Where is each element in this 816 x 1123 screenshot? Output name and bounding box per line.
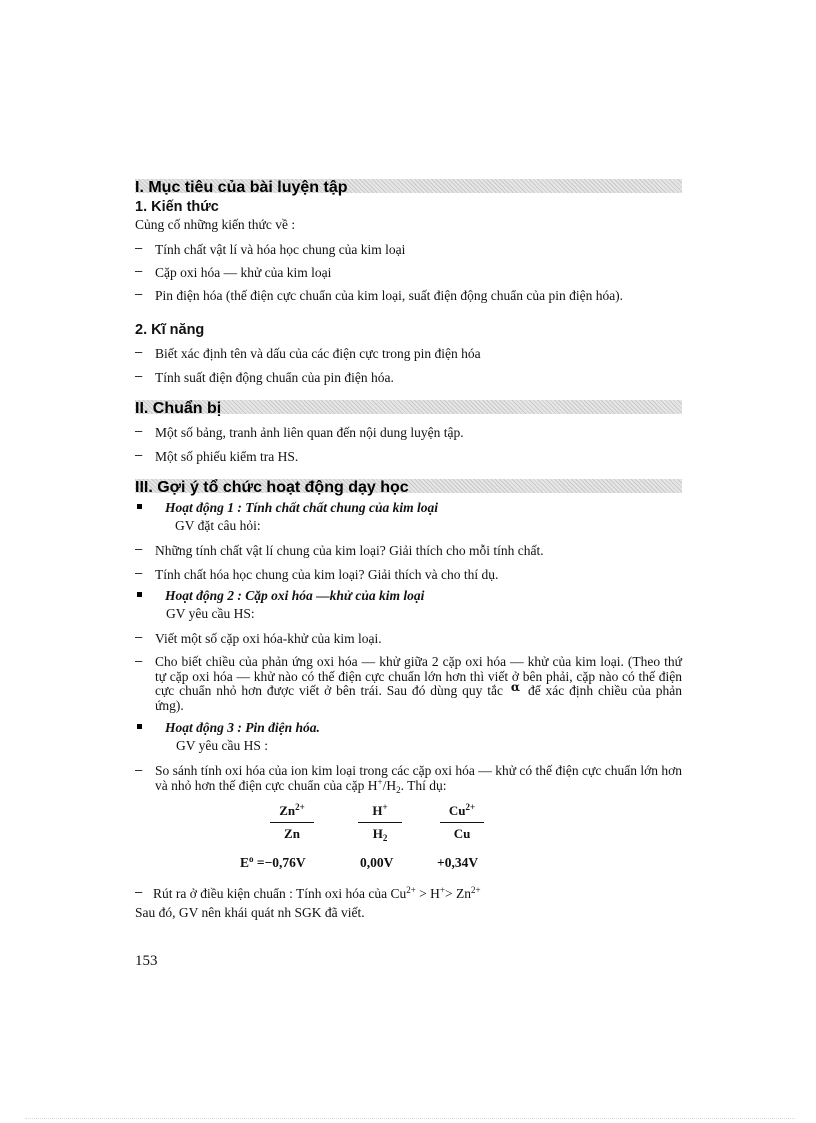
list-item: – Cho biết chiều của phản ứng oxi hóa — khử giữa 2 cặp oxi hóa — khử của kim loại. (Theo thứ tự cặp oxi hóa — khử nào có thế điện cực chuẩn lớn hơn thì viết ở bên phải, cặp nào có thế điện cực chuẩn nhỏ hơn được viết ở bên trái. Sau đó dùng quy tắc α để xác định chiều của phản ứng). bbox=[135, 653, 682, 713]
alpha-symbol: α bbox=[510, 680, 521, 694]
activity-heading-2: Hoạt động 2 : Cặp oxi hóa —khử của kim loại bbox=[135, 588, 424, 604]
list-item: – Tính chất vật lí và hóa học chung của kim loại bbox=[135, 240, 406, 257]
dash-bullet: – bbox=[135, 541, 143, 556]
knowledge-intro: Củng cố những kiến thức về : bbox=[135, 217, 296, 232]
redox-couple-h: H+ $H_2$ bbox=[350, 803, 410, 842]
square-bullet-icon bbox=[137, 592, 142, 597]
list-item: – Tính suất điện động chuẩn của pin điện hóa. bbox=[135, 368, 394, 385]
potential-h: 0,00V bbox=[360, 855, 394, 870]
section-title-activities: III. Gợi ý tổ chức hoạt động dạy học bbox=[135, 479, 409, 496]
list-item: – Một số phiếu kiểm tra HS. bbox=[135, 447, 299, 464]
dash-bullet: – bbox=[135, 286, 143, 301]
list-item: – Những tính chất vật lí chung của kim loại? Giải thích cho mỗi tính chất. bbox=[135, 541, 544, 558]
dash-bullet: – bbox=[135, 884, 143, 899]
list-item: – Biết xác định tên và dấu của các điện cực trong pin điện hóa bbox=[135, 344, 481, 361]
list-item: – Viết một số cặp oxi hóa-khử của kim loại. bbox=[135, 629, 382, 646]
conclusion-line: – Rút ra ở điều kiện chuẩn : Tính oxi hóa của $Cu^{2+} > H^+> Zn^{2+}$ bbox=[135, 884, 481, 901]
dash-bullet: – bbox=[135, 368, 143, 383]
potential-zn: $E^o =-0,76V$ bbox=[240, 854, 306, 870]
list-item: – So sánh tính oxi hóa của ion kim loại trong các cặp oxi hóa — khử có thế điện cực chuẩn lớn hơn và nhỏ hơn thế điện cực chuẩn của cặp $H^+/H_2$. Thí dụ: bbox=[135, 762, 682, 795]
redox-couple-zn: $Zn^{2+}$ Zn bbox=[262, 803, 322, 842]
section-title-preparation: II. Chuẩn bị bbox=[135, 400, 222, 417]
activity-heading-1: Hoạt động 1 : Tính chất chất chung của kim loại bbox=[135, 500, 438, 516]
dash-bullet: – bbox=[135, 423, 143, 438]
square-bullet-icon bbox=[137, 724, 142, 729]
dash-bullet: – bbox=[135, 629, 143, 644]
dash-bullet: – bbox=[135, 447, 143, 462]
subheading-knowledge: 1. Kiến thức bbox=[135, 199, 219, 215]
list-item: – Một số bảng, tranh ảnh liên quan đến nội dung luyện tập. bbox=[135, 423, 464, 440]
fraction-bar bbox=[440, 822, 484, 823]
dash-bullet: – bbox=[135, 344, 143, 359]
activity-prompt: GV yêu cầu HS : bbox=[176, 738, 268, 753]
section-title-objectives: I. Mục tiêu của bài luyện tập bbox=[135, 179, 348, 196]
list-item: – Tính chất hóa học chung của kim loại? Giải thích và cho thí dụ. bbox=[135, 565, 499, 582]
fraction-bar bbox=[358, 822, 402, 823]
activity-prompt: GV yêu cầu HS: bbox=[166, 606, 255, 621]
activity-heading-3: Hoạt động 3 : Pin điện hóa. bbox=[135, 720, 320, 736]
activity-prompt: GV đặt câu hỏi: bbox=[175, 518, 261, 533]
list-item: – Pin điện hóa (thế điện cực chuẩn của kim loại, suất điện động chuẩn của pin điện hóa). bbox=[135, 286, 624, 303]
page-number: 153 bbox=[135, 953, 158, 969]
dash-bullet: – bbox=[135, 762, 143, 777]
subheading-skills: 2. Kĩ năng bbox=[135, 322, 205, 338]
square-bullet-icon bbox=[137, 504, 142, 509]
dash-bullet: – bbox=[135, 565, 143, 580]
fraction-bar bbox=[270, 822, 314, 823]
dash-bullet: – bbox=[135, 240, 143, 255]
footer-divider bbox=[25, 1118, 795, 1119]
closing-remark: Sau đó, GV nên khái quát nh SGK đã viết. bbox=[135, 905, 365, 920]
potential-cu: +0,34V bbox=[437, 855, 479, 870]
dash-bullet: – bbox=[135, 653, 143, 668]
dash-bullet: – bbox=[135, 263, 143, 278]
list-item: – Cặp oxi hóa — khử của kim loại bbox=[135, 263, 332, 280]
redox-couple-cu: $Cu^{2+}$ Cu bbox=[432, 803, 492, 842]
